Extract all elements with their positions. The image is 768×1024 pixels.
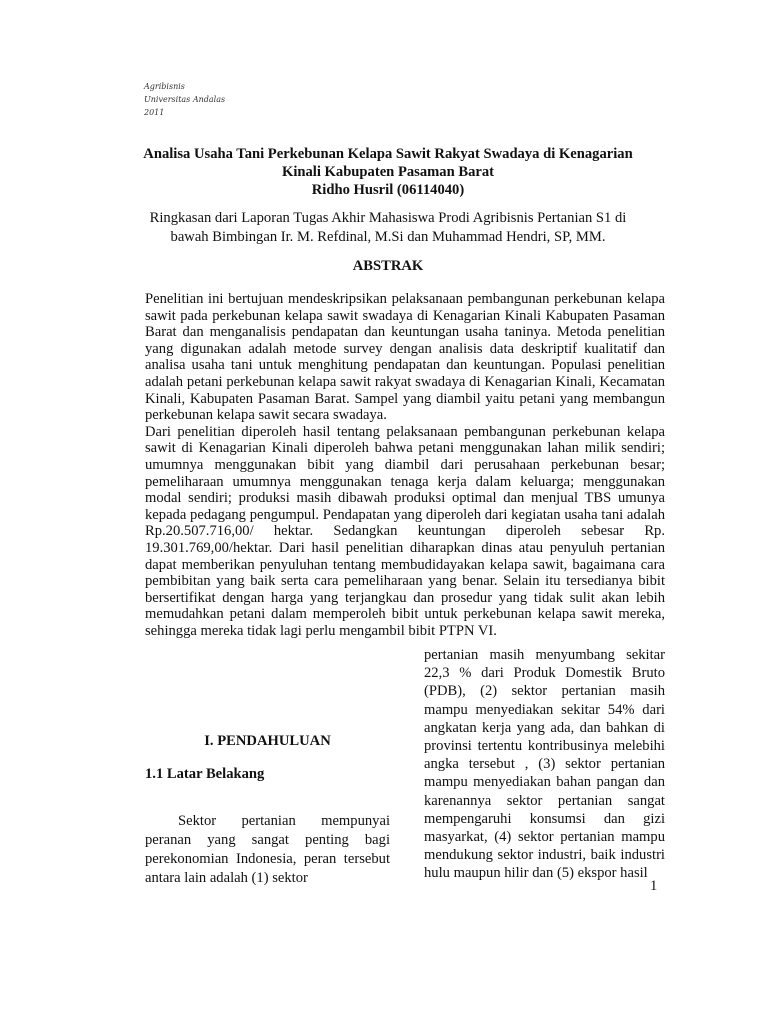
author-line: Ridho Husril (06114040): [311, 182, 465, 198]
page-number: 1: [650, 878, 658, 894]
abstract-paragraph-1: Penelitian ini bertujuan mendeskripsikan pelaksanaan pembangunan perkebunan kelapa sawit pada perkebunan kelapa sawit swadaya di Kenagarian Kinali Kabupaten Pasaman Barat dan menganalisis pendapatan dan keuntungan usaha taninya. Metoda penelitian yang digunakan adalah metode survey dengan analisis data deskriptif kualitatif dan analisa usaha tani untuk menghitung pendapatan dan keuntungan. Populasi penelitian adalah petani perkebunan kelapa sawit rakyat swadaya di Kenagarian Kinali, Kecamatan Kinali, Kabupaten Pasaman Barat. Sampel yang diambil yaitu petani yang membangun perkebunan kelapa sawit secara swadaya.: [145, 291, 665, 424]
title-line-2: Kinali Kabupaten Pasaman Barat: [281, 164, 495, 180]
header-note-line: Agribisnis: [144, 82, 185, 91]
header-note-line: 2011: [144, 108, 165, 117]
header-note-line: Universitas Andalas: [144, 95, 226, 104]
abstract-heading: ABSTRAK: [352, 258, 424, 274]
summary-text: Ringkasan dari Laporan Tugas Akhir Mahasiswa Prodi Agribisnis Pertanian S1 di bawah Bimbingan Ir. M. Refdinal, M.Si dan Muhammad Hendri, SP, MM.: [149, 210, 627, 245]
left-column-paragraph: Sektor pertanian mempunyai peranan yang sangat penting bagi perekonomian Indonesia, peran tersebut antara lain adalah (1) sektor: [145, 813, 390, 886]
handwritten-header-note: [144, 80, 225, 119]
section-heading: I. PENDAHULUAN: [204, 733, 331, 749]
abstract-paragraph-2: Dari penelitian diperoleh hasil tentang pelaksanaan pembangunan perkebunan kelapa sawit di Kenagarian Kinali diperoleh bahwa petani menggunakan lahan milik sendiri; umumnya menggunakan bibit yang diambil dari perusahaan perkebunan besar; pemeliharaan umumnya menggunakan tenaga kerja dalam keluarga; menggunakan modal sendiri; produksi masih dibawah produksi optimal dan menjual TBS umunya kepada pedagang pengumpul. Pendapatan yang diperoleh dari kegiatan usaha tani adalah Rp.20.507.716,00/ hektar. Sedangkan keuntungan diperoleh sebesar Rp. 19.301.769,00/hektar. Dari hasil penelitian diharapkan dinas atau penyuluh pertanian dapat memberikan penyuluhan tentang membudidayakan kelapa sawit, bagaimana cara pembibitan yang baik serta cara pemeliharaan yang benar. Selain itu tersedianya bibit bersertifikat dengan harga yang terjangkau dan prosedur yang tidak sulit akan lebih memudahkan petani dalam memperoleh bibit untuk perkebunan kelapa sawit mereka, sehingga mereka tidak lagi perlu mengambil bibit PTPN VI.: [145, 423, 665, 639]
paper-title-block: [130, 145, 646, 199]
subsection-heading: 1.1 Latar Belakang: [145, 766, 265, 782]
title-line-1: Analisa Usaha Tani Perkebunan Kelapa Sawit Rakyat Swadaya di Kenagarian: [143, 146, 633, 162]
right-column-paragraph: pertanian masih menyumbang sekitar 22,3 % dari Produk Domestik Bruto (PDB), (2) sektor pertanian masih mampu menyediakan sekitar 54% dari angkatan kerja yang ada, dan bahkan di provinsi tertentu kontribusinya melebihi angka tersebut , (3) sektor pertanian mampu menyediakan bahan pangan dan karenannya sektor pertanian sangat mempengaruhi konsumsi dan gizi masyarkat, (4) sektor pertanian mampu mendukung sektor industri, baik industri hulu maupun hilir dan (5) ekspor hasil: [424, 647, 665, 882]
abstract-body: [145, 291, 665, 639]
